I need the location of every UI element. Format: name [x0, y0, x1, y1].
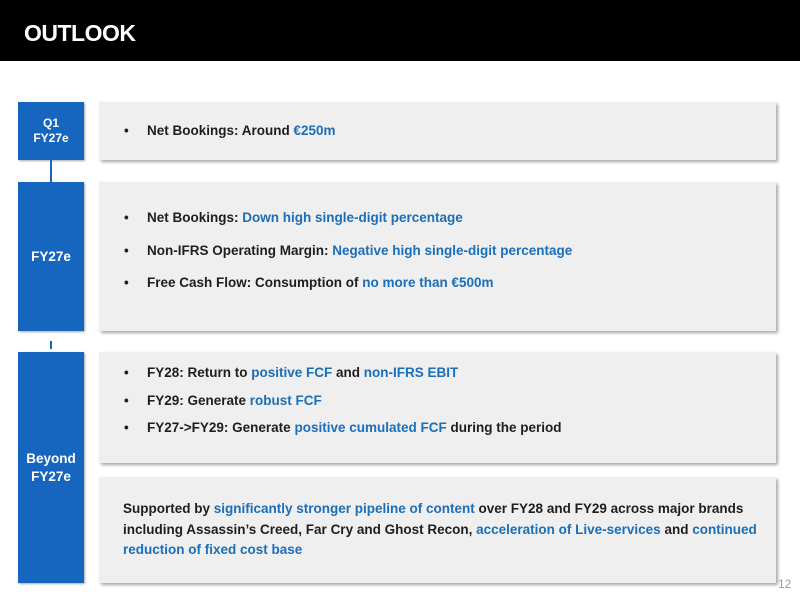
timeline-connector [50, 341, 52, 349]
paragraph-text: and [660, 521, 693, 537]
bullet-item [99, 241, 776, 261]
outlook-panel-q1-fy27e [99, 102, 776, 160]
bullet-list [99, 363, 776, 438]
paragraph-text: over FY28 and FY29 across major brands including Assassin’s Creed, Far Cry and Ghost Recon, [123, 501, 744, 537]
timeline-marker-q1-fy27e [18, 102, 84, 160]
bullet-item [99, 391, 776, 411]
title-bar [0, 0, 800, 61]
bullet-text-highlight: Negative high single-digit percentage [332, 242, 573, 258]
bullet-list [99, 208, 776, 293]
bullet-text-highlight: robust FCF [249, 392, 322, 408]
timeline-marker-beyond-fy27e [18, 352, 84, 583]
bullet-text-highlight: €250m [293, 123, 336, 138]
bullet-text: FY28: Return to [147, 365, 252, 380]
bullet-text-highlight: non-IFRS EBIT [363, 365, 459, 380]
timeline-label-line: Beyond [26, 450, 76, 466]
bullet-text-highlight: no more than €500m [362, 275, 494, 290]
bullet-list [99, 121, 776, 141]
page-number: 12 [778, 577, 792, 591]
outlook-panel-fy27e [99, 182, 776, 331]
bullet-text: FY27->FY29: Generate [147, 420, 295, 435]
bullet-text: during the period [446, 420, 562, 435]
timeline-label-line: FY27e [31, 248, 71, 264]
bullet-text-highlight: positive FCF [251, 365, 333, 380]
slide-title: OUTLOOK [24, 20, 136, 46]
timeline-marker-fy27e [18, 182, 84, 331]
paragraph-text-highlight: acceleration of Live-services [476, 521, 661, 537]
bullet-text: FY29: Generate [147, 392, 250, 408]
bullet-item [99, 121, 776, 141]
bullet-item [99, 418, 776, 438]
timeline-label-line: FY27e [33, 131, 69, 145]
bullet-item [99, 363, 776, 383]
paragraph-text-highlight: significantly stronger pipeline of content [213, 501, 475, 517]
bullet-text: and [332, 365, 364, 380]
bullet-text-highlight: Down high single-digit percentage [242, 210, 463, 225]
outlook-panel-beyond-fy27e [99, 352, 776, 463]
bullet-text-highlight: positive cumulated FCF [294, 420, 447, 435]
paragraph-text-highlight: continued reduction of fixed cost base [123, 521, 757, 558]
paragraph-text: Supported by [123, 501, 214, 517]
bullet-text: Net Bookings: [147, 210, 243, 225]
timeline-connector [50, 160, 52, 182]
outlook-panel-supporting-note [99, 477, 776, 583]
bullet-text: Free Cash Flow: Consumption of [147, 275, 363, 290]
bullet-text: Net Bookings: Around [147, 123, 294, 138]
timeline-label-line: FY27e [31, 468, 71, 484]
bullet-item [99, 273, 776, 293]
bullet-item [99, 208, 776, 228]
timeline-label-line: Q1 [42, 116, 59, 130]
supporting-paragraph [123, 499, 773, 561]
bullet-text: Non-IFRS Operating Margin: [147, 242, 333, 258]
